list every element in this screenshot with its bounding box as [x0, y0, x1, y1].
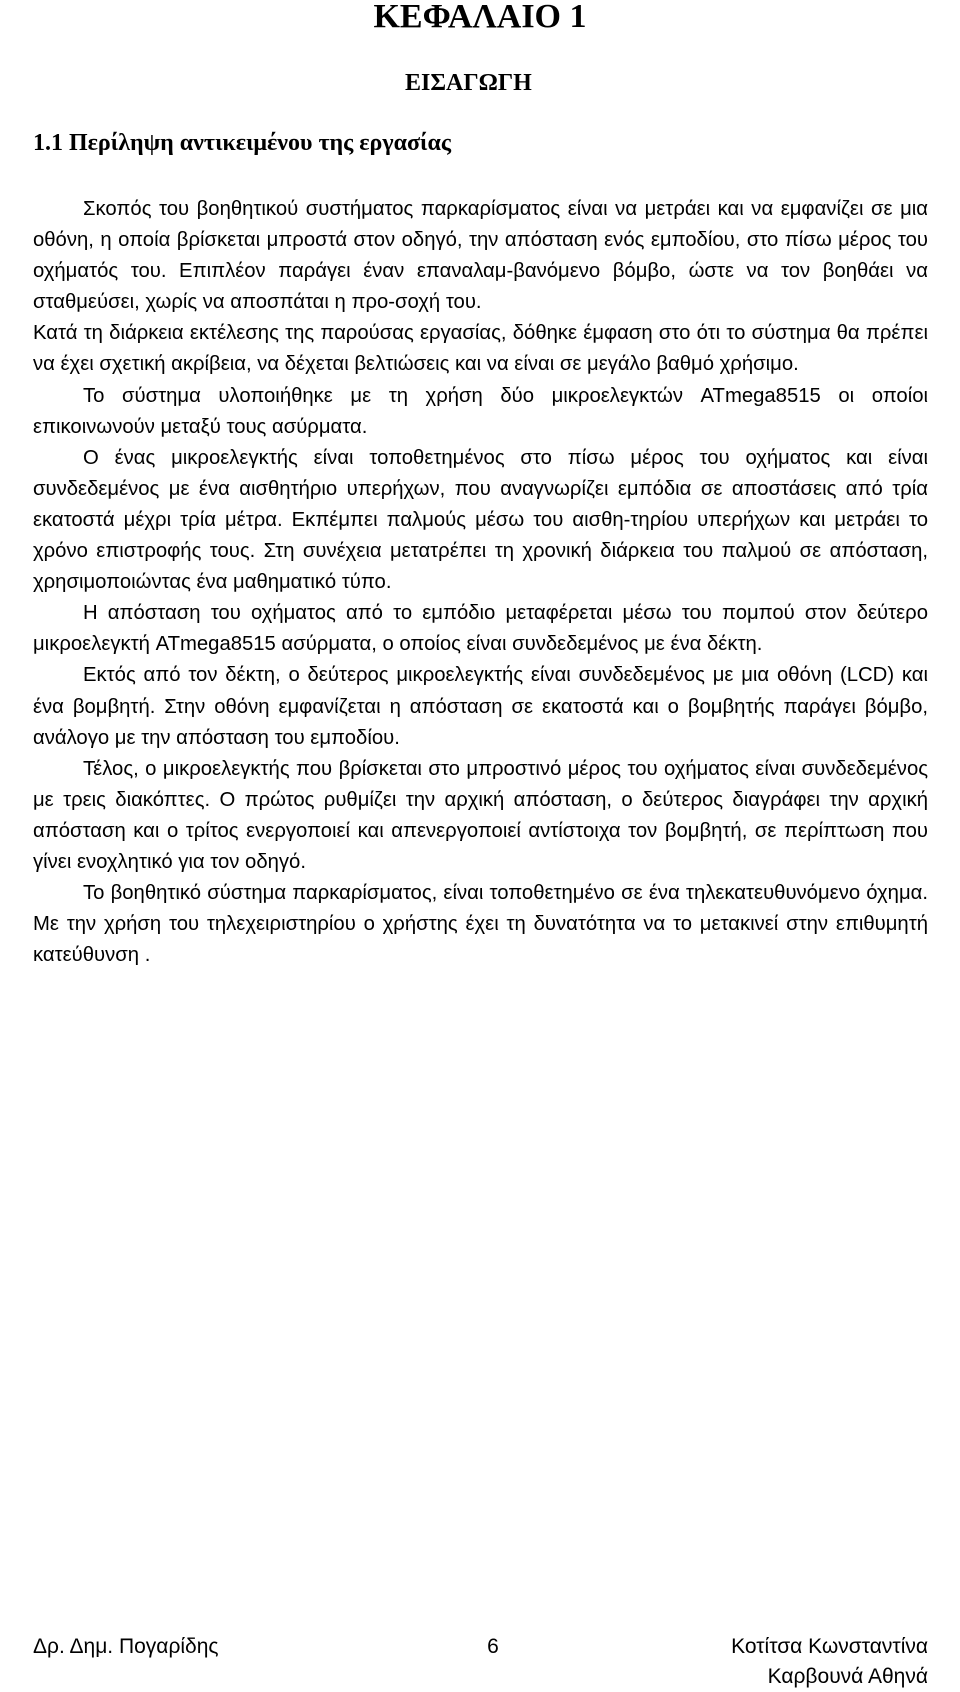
- paragraph: Το βοηθητικό σύστημα παρκαρίσματος, είναι τοποθετημένο σε ένα τηλεκατευθυνόμενο όχημα. Με την χρήση του τηλεχειριστηρίου ο χρήστης έχει τη δυνατότητα να το μετακινεί στην επιθυμητή κατεύθυνση .: [33, 882, 928, 967]
- paragraph: Η απόσταση του οχήματος από το εμπόδιο μεταφέρεται μέσω του πομπού στον δεύτερο μικροελεγκτή ATmega8515 ασύρματα, ο οποίος είναι συνδεδεμένος με ένα δέκτη.: [33, 602, 928, 656]
- paragraph: Κατά τη διάρκεια εκτέλεσης της παρούσας εργασίας, δόθηκε έμφαση στο ότι το σύστημα θα πρέπει να έχει σχετική ακρίβεια, να δέχεται βελτιώσεις και να είναι σε μεγάλο βαθμό χρήσιμο.: [33, 322, 928, 376]
- section-title: 1.1 Περίληψη αντικειμένου της εργασίας: [33, 130, 451, 156]
- paragraph: Εκτός από τον δέκτη, ο δεύτερος μικροελεγκτής είναι συνδεδεμένος με μια οθόνη (LCD) και ένα βομβητή. Στην οθόνη εμφανίζεται η απόσταση σε εκατοστά και ο βομβητής παράγει βόμβο, ανάλογο με την απόσταση του εμποδίου.: [33, 664, 928, 749]
- paragraph: Τέλος, ο μικροελεγκτής που βρίσκεται στο μπροστινό μέρος του οχήματος είναι συνδεδεμένος με τρεις διακόπτες. Ο πρώτος ρυθμίζει την αρχική απόσταση, ο δεύτερος διαγράφει την αρχική απόσταση και ο τρίτος ενεργοποιεί και απενεργοποιεί αντίστοιχα τον βομβητή, σε περίπτωση που γίνει ενοχλητικό για τον οδηγό.: [33, 757, 928, 873]
- chapter-title: ΚΕΦΑΛΑΙΟ 1: [373, 0, 587, 35]
- footer-author: Κοτίτσα Κωνσταντίνα: [731, 1635, 928, 1658]
- footer-author: Καρβουνά Αθηνά: [767, 1665, 928, 1688]
- footer-authors: [731, 1632, 928, 1692]
- footer-supervisor: Δρ. Δημ. Πογαρίδης: [33, 1635, 219, 1658]
- page-number: 6: [487, 1635, 499, 1658]
- body-text: [33, 194, 928, 971]
- paragraph: Ο ένας μικροελεγκτής είναι τοποθετημένος στο πίσω μέρος του οχήματος και είναι συνδεδεμένος με ένα αισθητήριο υπερήχων, που αναγνωρίζει εμπόδια σε αποστάσεις από τρία εκατοστά μέχρι τρία μέτρα. Εκπέμπει παλμούς μέσω του αισθη-τηρίου υπερήχων και μετράει το χρόνο επιστροφής τους. Στη συνέχεια μετατρέπει τη χρονική διάρκεια του παλμού σε απόσταση, χρησιμοποιώντας ένα μαθηματικό τύπο.: [33, 446, 928, 594]
- paragraph: Σκοπός του βοηθητικού συστήματος παρκαρίσματος είναι να μετράει και να εμφανίζει σε μια οθόνη, η οποία βρίσκεται μπροστά στον οδηγό, την απόσταση ενός εμποδίου, στο πίσω μέρος του οχήματός του. Επιπλέον παράγει έναν επαναλαμ-βανόμενο βόμβο, ώστε να τον βοηθάει να σταθμεύσει, χωρίς να αποσπάται η προ-σοχή του.: [33, 198, 928, 314]
- paragraph: Το σύστημα υλοποιήθηκε με τη χρήση δύο μικροελεγκτών ATmega8515 οι οποίοι επικοινωνούν μεταξύ τους ασύρματα.: [33, 384, 928, 438]
- chapter-subtitle: ΕΙΣΑΓΩΓΗ: [405, 70, 532, 96]
